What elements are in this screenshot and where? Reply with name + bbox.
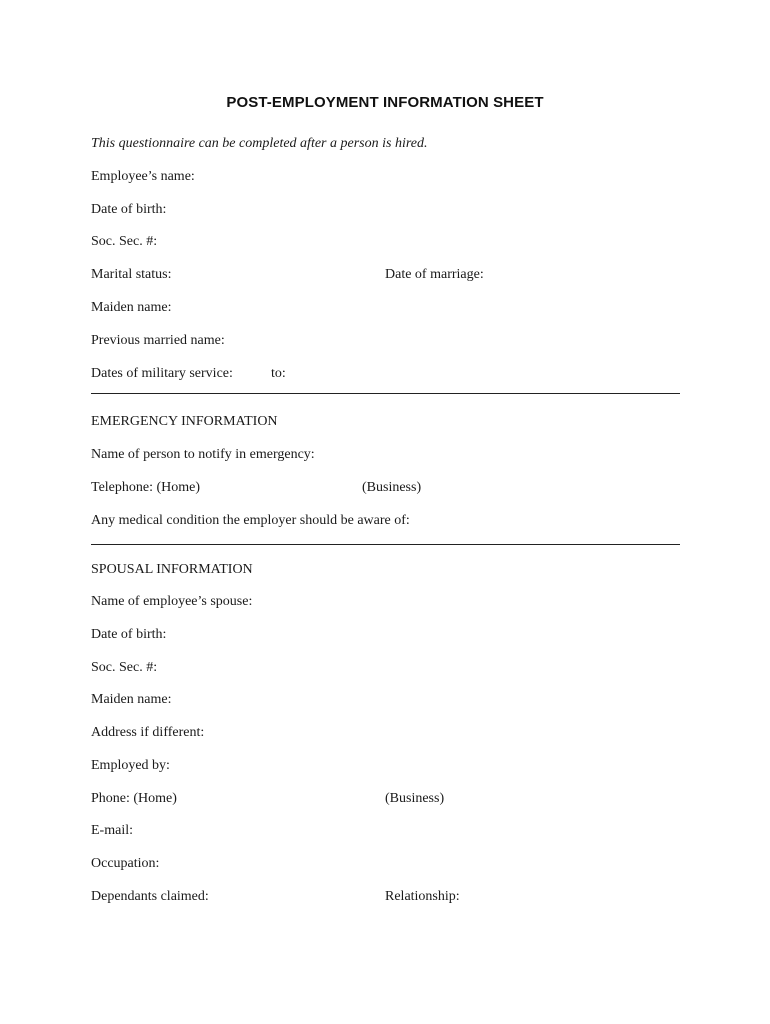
previous-married-name-label: Previous married name: xyxy=(91,333,225,348)
military-service-to-label: to: xyxy=(271,366,286,381)
maiden-name-label: Maiden name: xyxy=(91,300,172,315)
spouse-name-label: Name of employee’s spouse: xyxy=(91,594,253,609)
telephone-home-label: Telephone: (Home) xyxy=(91,480,201,495)
employee-name-label: Employee’s name: xyxy=(91,169,195,184)
military-service-label: Dates of military service: xyxy=(91,366,233,381)
spouse-employed-by-label: Employed by: xyxy=(91,758,170,773)
spousal-heading: SPOUSAL INFORMATION xyxy=(91,562,253,577)
emergency-heading: EMERGENCY INFORMATION xyxy=(91,414,278,429)
marital-status-label: Marital status: xyxy=(91,267,172,282)
spouse-soc-sec-label: Soc. Sec. #: xyxy=(91,660,158,675)
spouse-address-label: Address if different: xyxy=(91,725,205,740)
dependants-claimed-label: Dependants claimed: xyxy=(91,889,209,904)
spouse-phone-business-label: (Business) xyxy=(385,791,445,806)
date-of-birth-label: Date of birth: xyxy=(91,202,167,217)
spouse-occupation-label: Occupation: xyxy=(91,856,160,871)
spouse-email-label: E-mail: xyxy=(91,823,133,838)
date-of-marriage-label: Date of marriage: xyxy=(385,267,484,282)
spouse-phone-home-label: Phone: (Home) xyxy=(91,791,177,806)
relationship-label: Relationship: xyxy=(385,889,460,904)
intro-text: This questionnaire can be completed after a person is hired. xyxy=(91,136,428,151)
spouse-date-of-birth-label: Date of birth: xyxy=(91,627,167,642)
emergency-contact-label: Name of person to notify in emergency: xyxy=(91,447,315,462)
section-divider xyxy=(91,544,680,545)
spouse-maiden-name-label: Maiden name: xyxy=(91,692,172,707)
soc-sec-label: Soc. Sec. #: xyxy=(91,234,158,249)
section-divider xyxy=(91,393,680,394)
page-title: POST-EMPLOYMENT INFORMATION SHEET xyxy=(226,94,544,111)
medical-condition-label: Any medical condition the employer should be aware of: xyxy=(91,513,410,528)
telephone-business-label: (Business) xyxy=(362,480,422,495)
